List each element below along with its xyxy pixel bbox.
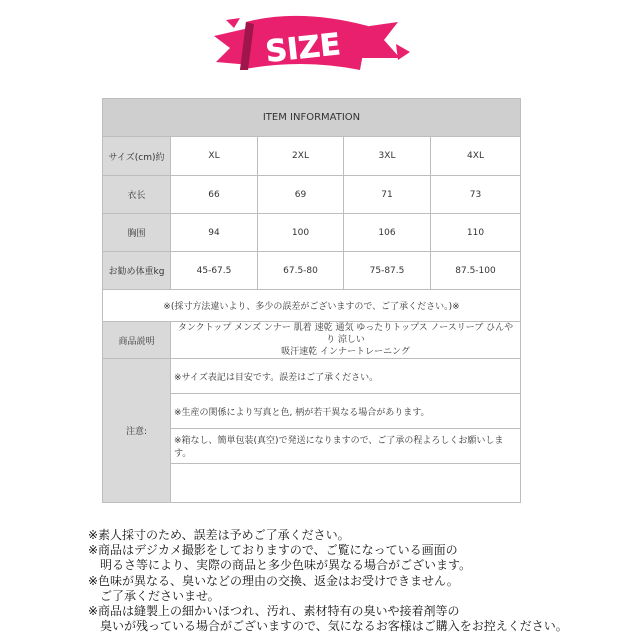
description-line-2: 吸汗速乾 インナートレーニング: [281, 347, 410, 357]
description-label: 商品説明: [103, 322, 171, 359]
caution-item: ※箱なし、簡単包装(真空)で発送になりますので、ご了承の程よろしくお願いします。: [171, 429, 521, 464]
size-banner: [0, 0, 640, 90]
caution-item-empty: [171, 464, 521, 503]
table-cell: 45-67.5: [171, 252, 258, 290]
table-cell: 69: [258, 176, 344, 214]
triangle-small-left: [226, 18, 240, 28]
size-2xl: 2XL: [258, 137, 344, 176]
row-label-length: 衣长: [103, 176, 171, 214]
banner-title: SIZE: [263, 27, 343, 70]
footer-line: ※色味が異なる、臭いなどの理由の交換、返金はお受けできません。: [88, 573, 459, 588]
row-label-chest: 胸围: [103, 214, 171, 252]
footer-line: 明るさ等により、実際の商品と多少色味が異なる場合がございます。: [88, 558, 472, 573]
table-header: ITEM INFORMATION: [103, 99, 521, 137]
table-cell: 66: [171, 176, 258, 214]
description-text: [171, 322, 521, 359]
footer-line: ※素人採寸のため、誤差は予めご了承ください。: [88, 528, 350, 542]
table-row: [103, 214, 521, 252]
footer-line: ※商品はデジカメ撮影をしておりますので、ご覧になっている画面の: [88, 543, 458, 558]
measurement-note: ※(採寸方法違いより、多少の誤差がございますので、ご了承ください。)※: [103, 290, 521, 322]
table-cell: 67.5-80: [258, 252, 344, 290]
table-cell: 87.5-100: [431, 252, 521, 290]
description-line-1: タンクトップ メンズ ンナー 肌着 速乾 通気 ゆったりトップス ノースリーブ ひんやり 涼しい: [177, 323, 514, 345]
table-cell: 94: [171, 214, 258, 252]
table-row: [103, 176, 521, 214]
size-label: サイズ(cm)約: [103, 137, 171, 176]
size-table: [102, 98, 521, 503]
table-cell: 100: [258, 214, 344, 252]
table-cell: 110: [431, 214, 521, 252]
footer-line: ※商品は縫製上の細かいほつれ、汚れ、素材特有の臭いや接着剤等の: [88, 604, 460, 619]
row-label-weight: お勧め体重kg: [103, 252, 171, 290]
caution-label: 注意:: [103, 359, 171, 503]
footer-notes: [88, 528, 628, 634]
size-3xl: 3XL: [344, 137, 431, 176]
size-4xl: 4XL: [431, 137, 521, 176]
caution-item: ※生産の関係により写真と色, 柄が若干異なる場合があります。: [171, 394, 521, 429]
footer-line: ご了承くださいませ。: [88, 588, 220, 603]
footer-line: 臭いが残っている場合がございますので、気になるお客様はご購入をお控えください。: [88, 619, 568, 634]
table-row: [103, 252, 521, 290]
caution-item: ※サイズ表記は目安です。誤差はご了承ください。: [171, 359, 521, 394]
table-cell: 71: [344, 176, 431, 214]
table-cell: 73: [431, 176, 521, 214]
table-cell: 75-87.5: [344, 252, 431, 290]
triangle-small-right: [396, 44, 410, 60]
table-cell: 106: [344, 214, 431, 252]
size-xl: XL: [171, 137, 258, 176]
